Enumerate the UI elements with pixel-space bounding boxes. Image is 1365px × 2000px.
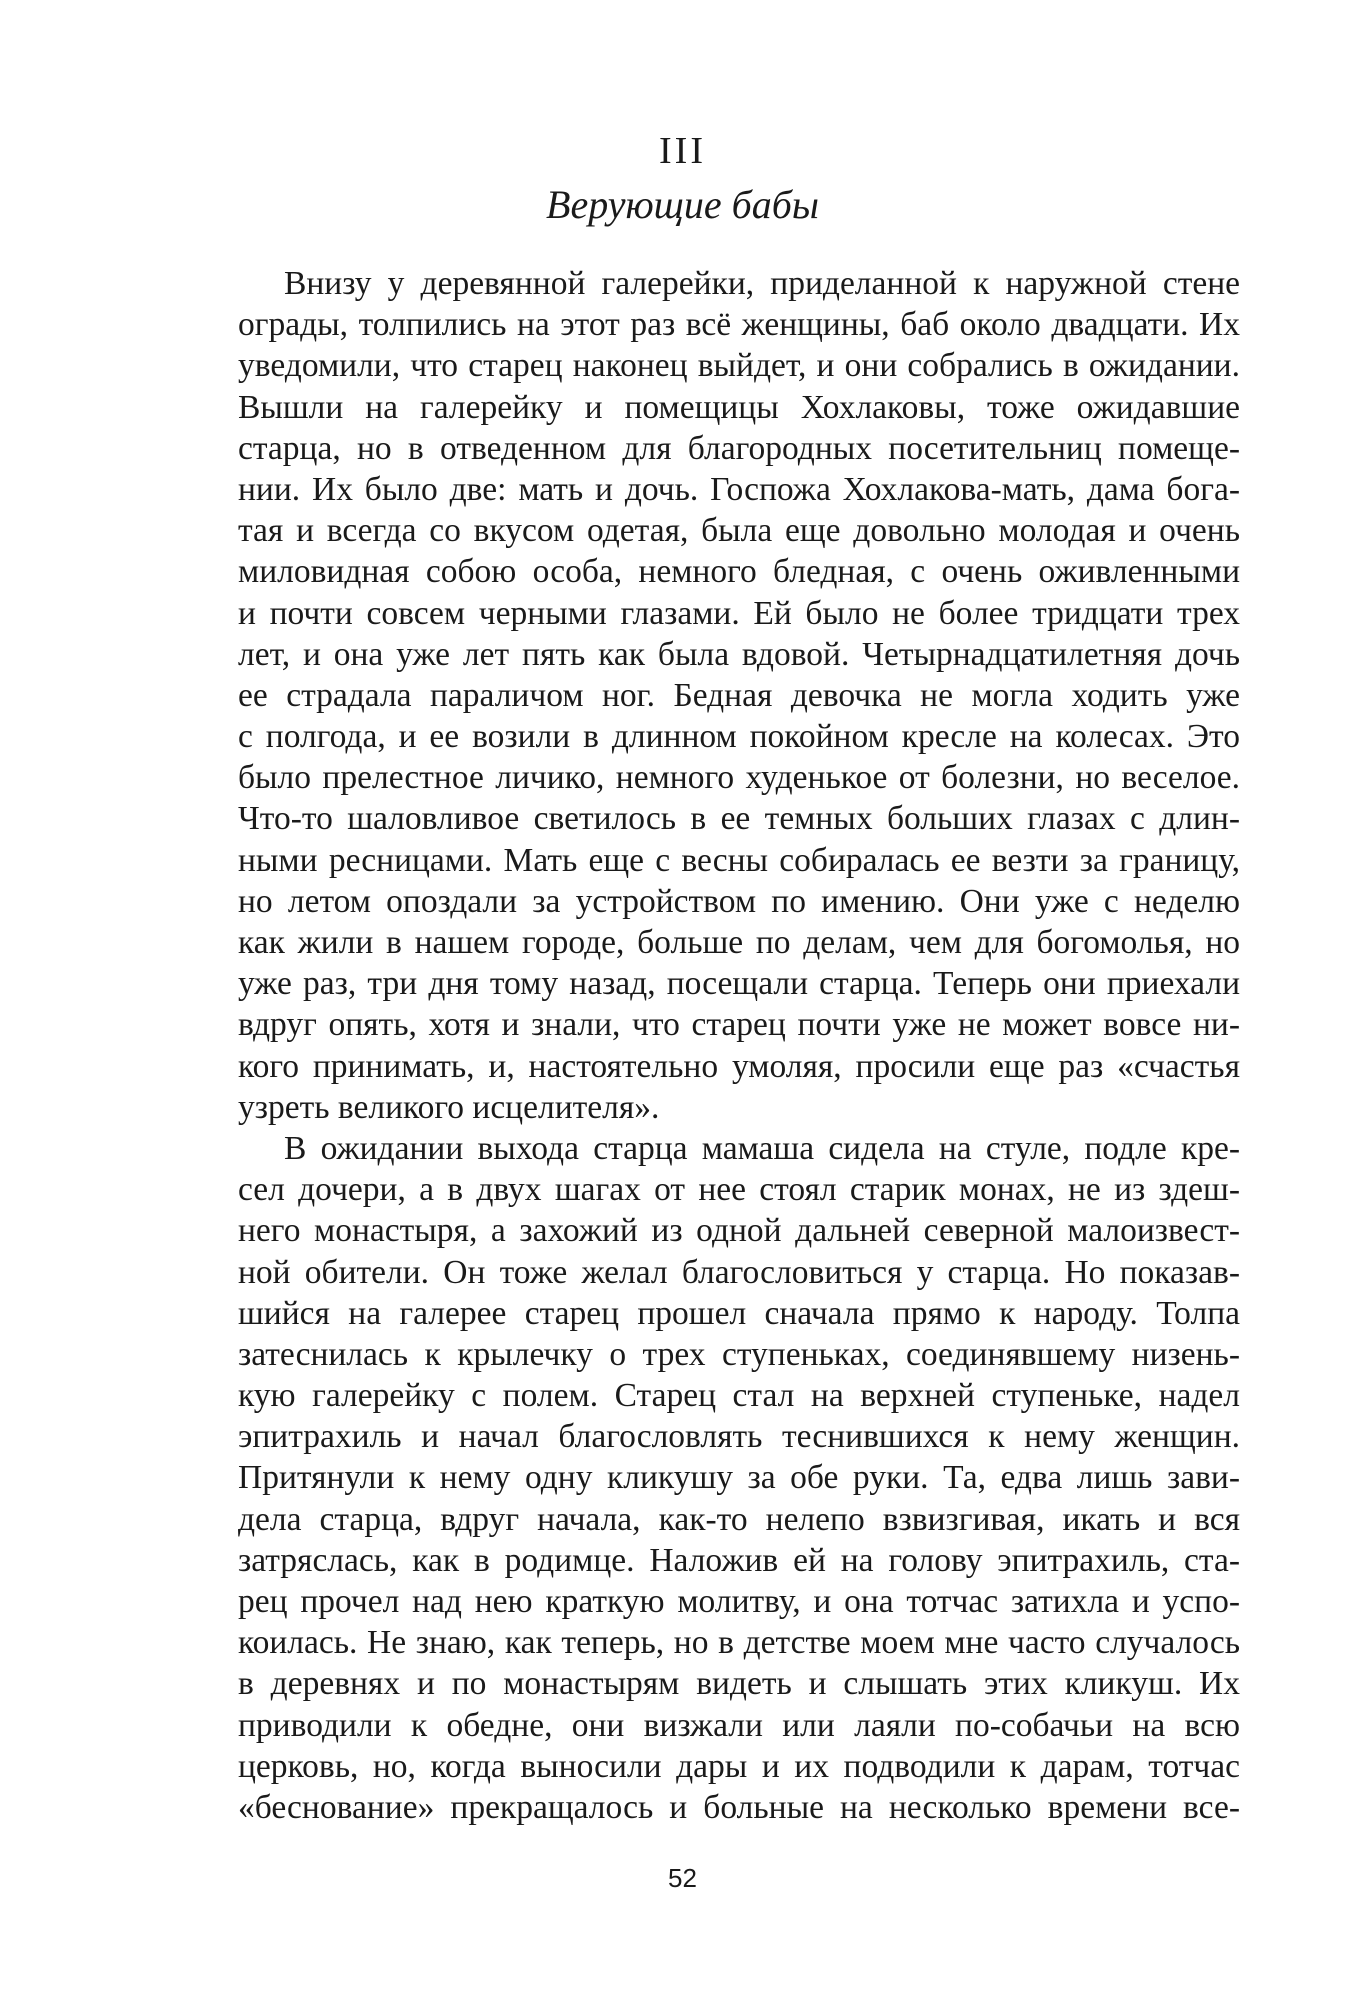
text-line: лет, и она уже лет пять как была вдовой. Четырнадцатилетняя дочь: [238, 635, 1240, 673]
text-line: «беснование» прекращалось и больные на несколько времени все-: [238, 1788, 1240, 1826]
text-line: с полгода, и ее возили в длинном покойном кресле на колесах. Это: [238, 718, 1240, 756]
text-line: В ожидании выхода старца мамаша сидела на стуле, подле кре-: [284, 1129, 1240, 1167]
text-line: дела старца, вдруг начала, как-то нелепо взвизгивая, икать и вся: [238, 1500, 1240, 1538]
text-line: церковь, но, когда выносили дары и их подводили к дарам, тотчас: [238, 1747, 1240, 1785]
text-line: сел дочери, а в двух шагах от нее стоял старик монах, не из здеш-: [238, 1171, 1240, 1209]
text-line: вдруг опять, хотя и знали, что старец почти уже не может вовсе ни-: [238, 1006, 1240, 1044]
text-line: приводили к обедне, они визжали или лаяли по-собачьи на всю: [238, 1706, 1240, 1744]
text-line: узреть великого исцелителя».: [238, 1088, 660, 1126]
text-line: было прелестное личико, немного худенькое от болезни, но веселое.: [238, 759, 1240, 797]
text-line: Притянули к нему одну кликушу за обе руки. Та, едва лишь зави-: [238, 1459, 1240, 1497]
text-line: шийся на галерее старец прошел сначала прямо к народу. Толпа: [238, 1294, 1240, 1332]
text-line: Вышли на галерейку и помещицы Хохлаковы, тоже ожидавшие: [238, 388, 1240, 426]
page-number: 52: [668, 1863, 697, 1893]
text-line: эпитрахиль и начал благословлять теснившихся к нему женщин.: [238, 1418, 1240, 1456]
body-text: [238, 263, 1240, 1828]
text-line: в деревнях и по монастырям видеть и слышать этих кликуш. Их: [238, 1665, 1240, 1703]
text-line: Внизу у деревянной галерейки, приделанной к наружной стене: [284, 265, 1240, 302]
text-line: затеснилась к крылечку о трех ступеньках, соединявшему низень-: [238, 1335, 1240, 1373]
text-line: кую галерейку с полем. Старец стал на верхней ступеньке, надел: [238, 1377, 1240, 1415]
text-line: как жили в нашем городе, больше по делам, чем для богомолья, но: [238, 924, 1240, 961]
text-line: миловидная собою особа, немного бледная, с очень оживленными: [238, 553, 1240, 591]
text-line: нии. Их было две: мать и дочь. Госпожа Хохлакова-мать, дама бога-: [238, 470, 1240, 508]
text-line: ее страдала параличом ног. Бедная девочка не могла ходить уже: [238, 676, 1240, 714]
text-line: коилась. Не знаю, как теперь, но в детстве моем мне часто случалось: [238, 1624, 1240, 1662]
paragraph: [238, 263, 1240, 1128]
chapter-number: III: [659, 130, 706, 172]
text-line: тая и всегда со вкусом одетая, была еще довольно молодая и очень: [238, 512, 1240, 550]
text-line: ными ресницами. Мать еще с весны собиралась ее везти за границу,: [238, 841, 1240, 879]
text-line: затряслась, как в родимце. Наложив ей на голову эпитрахиль, ста-: [238, 1541, 1240, 1579]
text-line: него монастыря, а захожий из одной дальней северной малоизвест-: [238, 1212, 1240, 1250]
text-line: ограды, толпились на этот раз всё женщины, баб около двадцати. Их: [238, 306, 1240, 344]
text-line: кого принимать, и, настоятельно умоляя, просили еще раз «счастья: [238, 1047, 1240, 1085]
paragraph: [238, 1128, 1240, 1828]
chapter-title: Верующие бабы: [546, 182, 819, 227]
text-line: рец прочел над нею краткую молитву, и она тотчас затихла и успо-: [238, 1583, 1240, 1620]
text-line: Что-то шаловливое светилось в ее темных больших глазах с длин-: [238, 800, 1240, 838]
text-line: уже раз, три дня тому назад, посещали старца. Теперь они приехали: [238, 965, 1240, 1003]
text-line: но летом опоздали за устройством по имению. Они уже с неделю: [238, 882, 1240, 920]
text-line: и почти совсем черными глазами. Ей было не более тридцати трех: [238, 594, 1240, 632]
text-line: уведомили, что старец наконец выйдет, и они собрались в ожидании.: [238, 347, 1240, 385]
text-line: старца, но в отведенном для благородных посетительниц помеще-: [238, 429, 1240, 467]
text-line: ной обители. Он тоже желал благословиться у старца. Но показав-: [238, 1253, 1240, 1291]
